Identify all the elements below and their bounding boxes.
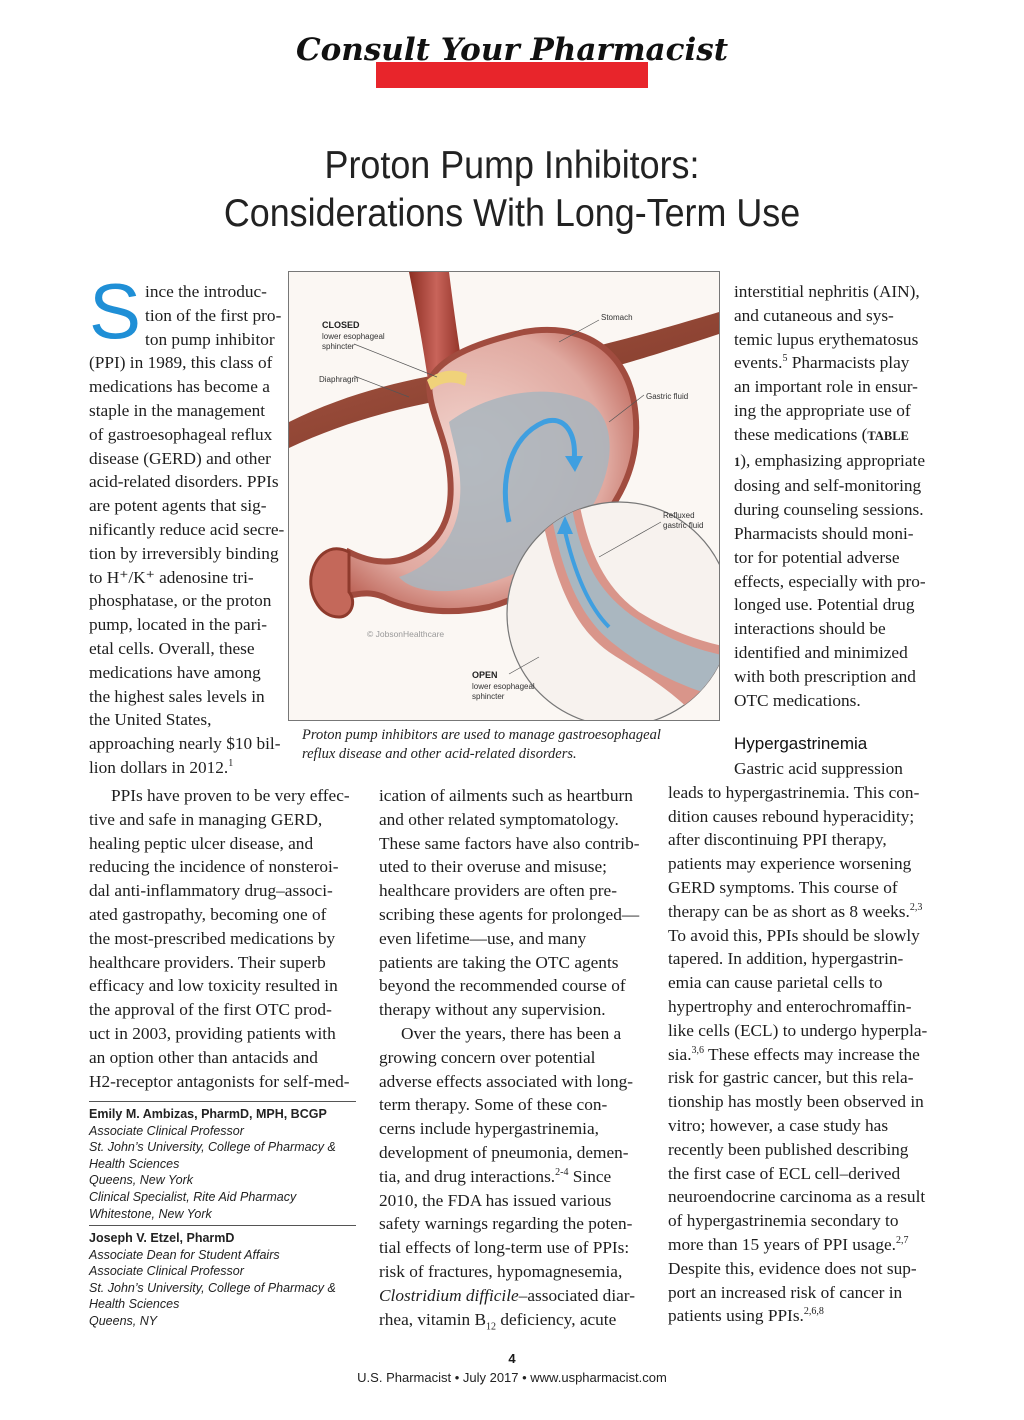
label-stomach: Stomach [601, 313, 633, 322]
text-line: ication of ailments such as heartburn [379, 786, 633, 805]
text-line: adverse effects associated with long- [379, 1071, 634, 1091]
text-line: Over the years, there has been a [401, 1023, 622, 1043]
author-affiliation-line: Health Sciences [89, 1297, 180, 1312]
text-line: pump, located in the pari- [89, 615, 268, 635]
text-line [734, 351, 944, 375]
stomach-illustration [288, 271, 720, 721]
text-line: tapered. In addition, hypergastrin- [668, 949, 904, 969]
text-line: To avoid this, PPIs should be slowly [668, 925, 920, 945]
text-line: ince the introduc- [145, 282, 267, 301]
caption-line: reflux disease and other acid-related disorders. [302, 746, 577, 762]
intro-paragraph-lines [89, 351, 289, 779]
reference-marker: 2,6,8 [803, 1306, 824, 1318]
text-line: healing peptic ulcer disease, and [89, 833, 314, 853]
label-refluxed-1: Refluxed [663, 511, 695, 520]
text-line: etal cells. Overall, these [89, 638, 255, 658]
label-diaphragm: Diaphragm [319, 375, 359, 384]
text-line: OTC medications. [734, 690, 861, 710]
table-reference-number: 1 [734, 454, 741, 469]
text-line: GERD symptoms. This course of [668, 877, 898, 897]
text-line: approaching nearly $10 bil- [89, 734, 281, 754]
article-title [41, 142, 983, 238]
text-fragment: patients using PPIs. [668, 1306, 804, 1326]
stomach-illustration-svg [289, 272, 719, 720]
column-3 [734, 280, 944, 712]
label-gastric-fluid: Gastric fluid [646, 392, 689, 401]
text-line: efficacy and low toxicity resulted in [89, 976, 338, 996]
text-line: after discontinuing PPI therapy, [668, 830, 887, 850]
author-block-1 [89, 1106, 359, 1222]
text-line: These same factors have also contrib- [379, 833, 640, 853]
text-line: 2010, the FDA has issued various [379, 1190, 612, 1210]
text-fragment: more than 15 years of PPI usage. [668, 1234, 896, 1254]
text-line: uct in 2003, providing patients with [89, 1023, 336, 1043]
text-line: uted to their overuse and misuse; [379, 857, 607, 877]
text-line: Despite this, evidence does not sup- [668, 1258, 917, 1278]
label-open-sub1: lower esophageal [472, 682, 535, 691]
text-line: like cells (ECL) to undergo hyperpla- [668, 1020, 928, 1040]
text-fragment: tia, and drug interactions. [379, 1166, 556, 1186]
label-open: OPEN [472, 670, 498, 680]
text-line: healthcare providers. Their superb [89, 952, 326, 972]
label-closed: CLOSED [322, 320, 360, 330]
reference-marker: 5 [782, 353, 788, 365]
text-fragment: lion dollars in 2012. [89, 757, 229, 777]
text-line: to H⁺/K⁺ adenosine tri- [89, 567, 254, 587]
text-line: acid-related disorders. PPIs [89, 472, 279, 492]
text-line: cerns include hypergastrinemia, [379, 1119, 599, 1139]
author-divider-top [89, 1101, 356, 1102]
author-affiliation-line: Associate Dean for Student Affairs [89, 1247, 280, 1262]
author-name: Joseph V. Etzel, PharmD [89, 1231, 235, 1245]
label-closed-sub1: lower esophageal [322, 332, 385, 341]
label-closed-sub2: sphincter [322, 342, 355, 351]
figure-caption [302, 726, 702, 764]
duodenum-shape [311, 549, 353, 617]
text-line: staple in the management [89, 400, 266, 420]
reference-marker: 3,6 [691, 1044, 705, 1056]
text-line: with both prescription and [734, 666, 916, 686]
author-affiliation-line: Associate Clinical Professor [89, 1264, 244, 1279]
text-line: development of pneumonia, demen- [379, 1142, 629, 1162]
text-fragment: These effects may increase the [704, 1044, 920, 1064]
text-line: an option other than antacids and [89, 1047, 318, 1067]
column-2 [379, 784, 654, 1331]
text-fragment: therapy can be as short as 8 weeks. [668, 901, 910, 921]
text-line: dition causes rebound hyperacidity; [668, 806, 915, 826]
text-line: risk of fractures, hypomagnesemia, [379, 1261, 623, 1281]
text-line: tion of the first pro- [145, 305, 282, 325]
column-1-paragraph-2 [89, 784, 359, 1093]
text-line: interactions should be [734, 619, 886, 639]
watermark: © JobsonHealthcare [367, 629, 445, 639]
text-line: medications has become a [89, 377, 270, 397]
text-line: term therapy. Some of these con- [379, 1095, 608, 1115]
author-affiliation-line: Clinical Specialist, Rite Aid Pharmacy [89, 1189, 297, 1204]
text-line: an important role in ensur- [734, 377, 918, 397]
text-line: medications have among [89, 662, 261, 682]
author-block-2 [89, 1230, 359, 1330]
text-line: and other related symptomatology. [379, 809, 619, 829]
text-line: ton pump inhibitor [145, 329, 275, 349]
text-line: H2-receptor antagonists for self-med- [89, 1071, 350, 1091]
text-line [379, 1284, 654, 1308]
text-fragment: Since [568, 1166, 612, 1186]
text-line [668, 1233, 948, 1257]
text-line: are potent agents that sig- [89, 496, 267, 516]
text-line: interstitial nephritis (AIN), [734, 282, 920, 301]
text-line [668, 1304, 948, 1328]
author-affiliation-line: Health Sciences [89, 1156, 180, 1171]
reference-marker: 2-4 [555, 1166, 569, 1178]
column-3-hypergastrinemia [668, 757, 948, 1328]
text-line: temic lupus erythematosus [734, 329, 919, 349]
reference-marker: 2,7 [895, 1235, 909, 1247]
text-line: ing the appropriate use of [734, 400, 911, 420]
text-line: longed use. Potential drug [734, 595, 915, 615]
text-fragment: ), emphasizing appropriate [740, 450, 925, 470]
text-fragment: rhea, vitamin B [379, 1309, 487, 1329]
footer-publication-line: U.S. Pharmacist • July 2017 • www.uspharmacist.com [357, 1370, 667, 1385]
text-line: effects, especially with pro- [734, 571, 926, 591]
table-reference: TABLE [867, 428, 909, 443]
text-line [734, 449, 944, 475]
text-fragment: deficiency, acute [496, 1309, 617, 1329]
text-line: growing concern over potential [379, 1047, 596, 1067]
text-line: ated gastropathy, becoming one of [89, 904, 327, 924]
text-line [89, 756, 289, 780]
text-line: therapy without any supervision. [379, 1000, 606, 1020]
author-affiliation-line: Queens, NY [89, 1313, 158, 1328]
text-line: identified and minimized [734, 642, 908, 662]
text-line: (PPI) in 1989, this class of [89, 353, 273, 373]
text-line: recently been published describing [668, 1139, 909, 1159]
text-line: hypertrophy and enterochromaffin- [668, 996, 912, 1016]
subscript: 12 [486, 1320, 497, 1332]
author-affiliation-line: St. John’s University, College of Pharmacy & [89, 1140, 336, 1155]
text-line: the most-prescribed medications by [89, 928, 336, 948]
text-line: patients are taking the OTC agents [379, 952, 619, 972]
text-line: tion by irreversibly binding [89, 543, 279, 563]
text-line: and cutaneous and sys- [734, 305, 894, 325]
text-line: vitro; however, a case study has [668, 1115, 889, 1135]
text-line: tial effects of long-term use of PPIs: [379, 1238, 630, 1258]
text-line: nificantly reduce acid secre- [89, 519, 285, 539]
text-fragment: these medications ( [734, 424, 868, 444]
author-affiliation-line: Associate Clinical Professor [89, 1123, 244, 1138]
text-line: beyond the recommended course of [379, 976, 626, 996]
text-line: tive and safe in managing GERD, [89, 809, 323, 829]
section-heading-hypergastrinemia: Hypergastrinemia [734, 734, 868, 753]
reference-marker: 2,3 [909, 902, 923, 914]
author-affiliation-line: Whitestone, New York [89, 1206, 212, 1221]
text-line: the United States, [89, 710, 212, 730]
text-line: risk for gastric cancer, but this rela- [668, 1068, 914, 1088]
author-affiliation-line: St. John’s University, College of Pharmacy & [89, 1280, 336, 1295]
text-line: disease (GERD) and other [89, 448, 271, 468]
text-line: PPIs have proven to be very effec- [111, 786, 350, 805]
text-line: neuroendocrine carcinoma as a result [668, 1187, 926, 1207]
text-fragment: –associated diar- [518, 1285, 635, 1305]
author-divider-middle [89, 1225, 356, 1226]
text-line [379, 1308, 654, 1332]
text-line: phosphatase, or the proton [89, 591, 272, 611]
text-line: even lifetime—use, and many [379, 928, 587, 948]
text-line [379, 1165, 654, 1189]
text-line [668, 1043, 948, 1067]
text-line: tor for potential adverse [734, 547, 900, 567]
title-line-2: Considerations With Long-Term Use [223, 192, 801, 235]
text-line: healthcare providers are often pre- [379, 881, 617, 901]
author-name: Emily M. Ambizas, PharmD, MPH, BCGP [89, 1107, 327, 1121]
text-line [734, 423, 944, 449]
text-line: the highest sales levels in [89, 686, 265, 706]
text-fragment: events. [734, 353, 783, 373]
label-refluxed-2: gastric fluid [663, 521, 704, 530]
text-line [668, 900, 948, 924]
text-fragment: sia. [668, 1044, 692, 1064]
text-fragment: Pharmacists play [787, 353, 910, 373]
page-number: 4 [508, 1351, 516, 1366]
caption-line: Proton pump inhibitors are used to manage gastroesophageal [302, 727, 661, 743]
text-line: port an increased risk of cancer in [668, 1282, 903, 1302]
drop-cap: S [89, 267, 142, 355]
text-line: dal anti-inflammatory drug–associ- [89, 881, 333, 901]
italic-term: Clostridium difficile [379, 1285, 519, 1305]
text-line: safety warnings regarding the poten- [379, 1214, 633, 1234]
label-open-sub2: sphincter [472, 692, 505, 701]
text-line: reducing the incidence of nonsteroi- [89, 857, 339, 877]
section-kicker: Consult Your Pharmacist [295, 32, 729, 68]
text-line: dosing and self-monitoring [734, 476, 922, 496]
title-line-1: Proton Pump Inhibitors: [324, 144, 700, 187]
text-line: the first case of ECL cell–derived [668, 1163, 901, 1183]
text-line: Pharmacists should moni- [734, 523, 914, 543]
text-line: of gastroesophageal reflux [89, 424, 273, 444]
reference-marker: 1 [228, 758, 234, 770]
column-1-intro [89, 267, 289, 780]
text-line: tionship has mostly been observed in [668, 1092, 924, 1112]
text-line: scribing these agents for prolonged— [379, 904, 640, 924]
text-line: the approval of the first OTC prod- [89, 1000, 332, 1020]
text-line: Gastric acid suppression [734, 759, 903, 778]
author-affiliation-line: Queens, New York [89, 1173, 193, 1188]
text-line: emia can cause parietal cells to [668, 973, 883, 993]
text-line: of hypergastrinemia secondary to [668, 1211, 899, 1231]
text-line: during counseling sessions. [734, 500, 924, 520]
text-line: leads to hypergastrinemia. This con- [668, 782, 920, 802]
text-line: patients may experience worsening [668, 854, 912, 874]
